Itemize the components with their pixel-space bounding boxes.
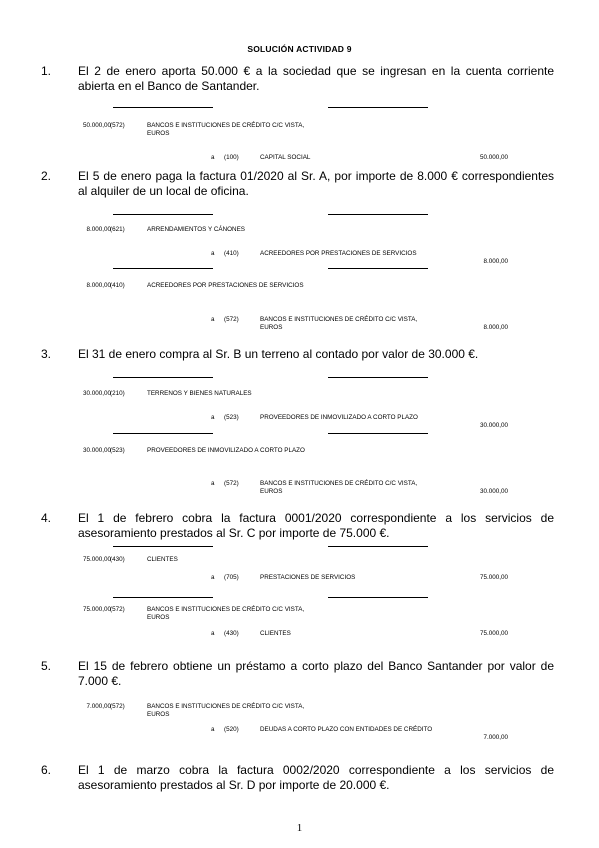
separator-line (113, 597, 213, 598)
credit-account-name: CAPITAL SOCIAL (260, 154, 311, 161)
credit-account-code: (100) (224, 154, 239, 161)
document-title: SOLUCIÓN ACTIVIDAD 9 (247, 44, 352, 54)
credit-connector: a (211, 250, 215, 257)
debit-account-code: (572) (110, 122, 125, 129)
credit-connector: a (211, 154, 215, 161)
separator-line (328, 107, 428, 108)
item-statement: El 31 de enero compra al Sr. B un terreno al contado por valor de 30.000 €. (78, 347, 479, 361)
debit-amount: 8.000,00 (86, 282, 111, 289)
debit-account-code: (410) (110, 282, 125, 289)
credit-amount: 30.000,00 (479, 422, 508, 429)
credit-connector: a (211, 574, 215, 581)
debit-amount: 30.000,00 (82, 390, 111, 397)
credit-connector: a (211, 480, 215, 487)
debit-account-name: ACREEDORES POR PRESTACIONES DE SERVICIOS (147, 282, 304, 289)
debit-amount: 75.000,00 (82, 556, 111, 563)
credit-account-name: ACREEDORES POR PRESTACIONES DE SERVICIOS (260, 250, 417, 257)
page-number: 1 (296, 822, 303, 834)
separator-line (113, 268, 213, 269)
credit-account-code: (523) (224, 414, 239, 421)
item-number: 5. (41, 659, 52, 673)
debit-account-name: PROVEEDORES DE INMOVILIZADO A CORTO PLAZO (147, 447, 305, 454)
credit-account-code: (572) (224, 316, 239, 323)
credit-amount: 50.000,00 (479, 154, 508, 161)
separator-line (328, 377, 428, 378)
credit-amount: 75.000,00 (479, 574, 508, 581)
item-statement: El 15 de febrero obtiene un préstamo a corto plazo del Banco Santander por valor de 7.000 €. (78, 659, 554, 688)
credit-account-code: (430) (224, 630, 239, 637)
credit-account-code: (520) (224, 726, 239, 733)
debit-amount: 75.000,00 (82, 606, 111, 613)
debit-account-name: ARRENDAMIENTOS Y CÁNONES (147, 226, 245, 233)
credit-account-code: (410) (224, 250, 239, 257)
credit-connector: a (211, 630, 215, 637)
credit-account-name: BANCOS E INSTITUCIONES DE CRÉDITO C/C VISTA, EUROS (260, 316, 418, 331)
debit-account-name: BANCOS E INSTITUCIONES DE CRÉDITO C/C VISTA, EUROS (147, 606, 305, 621)
separator-line (328, 597, 428, 598)
credit-connector: a (211, 726, 215, 733)
item-number: 3. (41, 347, 52, 361)
credit-account-name: PROVEEDORES DE INMOVILIZADO A CORTO PLAZO (260, 414, 418, 421)
separator-line (113, 377, 213, 378)
debit-account-code: (621) (110, 226, 125, 233)
debit-account-code: (523) (110, 447, 125, 454)
item-number: 4. (41, 511, 52, 525)
debit-amount: 50.000,00 (82, 122, 111, 129)
credit-account-code: (572) (224, 480, 239, 487)
debit-account-code: (572) (110, 606, 125, 613)
separator-line (113, 546, 213, 547)
credit-amount: 8.000,00 (483, 324, 508, 331)
separator-line (113, 214, 213, 215)
credit-connector: a (211, 316, 215, 323)
credit-account-code: (705) (224, 574, 239, 581)
debit-amount: 8.000,00 (86, 226, 111, 233)
item-statement: El 1 de febrero cobra la factura 0001/2020 correspondiente a los servicios de asesoramiento prestados al Sr. C por importe de 75.000 €. (78, 511, 554, 540)
debit-amount: 7.000,00 (86, 703, 111, 710)
credit-account-name: BANCOS E INSTITUCIONES DE CRÉDITO C/C VISTA, EUROS (260, 480, 418, 495)
item-statement: El 5 de enero paga la factura 01/2020 al Sr. A, por importe de 8.000 € correspondientes al alquiler de un local de oficina. (78, 169, 554, 198)
credit-amount: 7.000,00 (483, 734, 508, 741)
debit-account-name: BANCOS E INSTITUCIONES DE CRÉDITO C/C VISTA, EUROS (147, 703, 305, 718)
item-number: 1. (41, 64, 52, 78)
item-number: 2. (41, 169, 52, 183)
debit-account-code: (210) (110, 390, 125, 397)
credit-account-name: PRESTACIONES DE SERVICIOS (260, 574, 356, 581)
item-statement: El 1 de marzo cobra la factura 0002/2020 correspondiente a los servicios de asesoramiento prestados al Sr. D por importe de 20.000 €. (78, 763, 554, 792)
debit-account-code: (430) (110, 556, 125, 563)
credit-amount: 75.000,00 (479, 630, 508, 637)
item-number: 6. (41, 763, 52, 777)
separator-line (328, 433, 428, 434)
credit-amount: 8.000,00 (483, 258, 508, 265)
separator-line (328, 546, 428, 547)
credit-account-name: CLIENTES (260, 630, 291, 637)
credit-amount: 30.000,00 (479, 488, 508, 495)
item-statement: El 2 de enero aporta 50.000 € a la sociedad que se ingresan en la cuenta corriente abierta en el Banco de Santander. (78, 64, 554, 93)
separator-line (113, 433, 213, 434)
debit-account-name: BANCOS E INSTITUCIONES DE CRÉDITO C/C VISTA, EUROS (147, 122, 305, 137)
debit-account-code: (572) (110, 703, 125, 710)
debit-account-name: TERRENOS Y BIENES NATURALES (147, 390, 252, 397)
separator-line (328, 214, 428, 215)
separator-line (113, 107, 213, 108)
debit-account-name: CLIENTES (147, 556, 178, 563)
credit-connector: a (211, 414, 215, 421)
separator-line (328, 268, 428, 269)
debit-amount: 30.000,00 (82, 447, 111, 454)
credit-account-name: DEUDAS A CORTO PLAZO CON ENTIDADES DE CRÉDITO (260, 726, 433, 733)
